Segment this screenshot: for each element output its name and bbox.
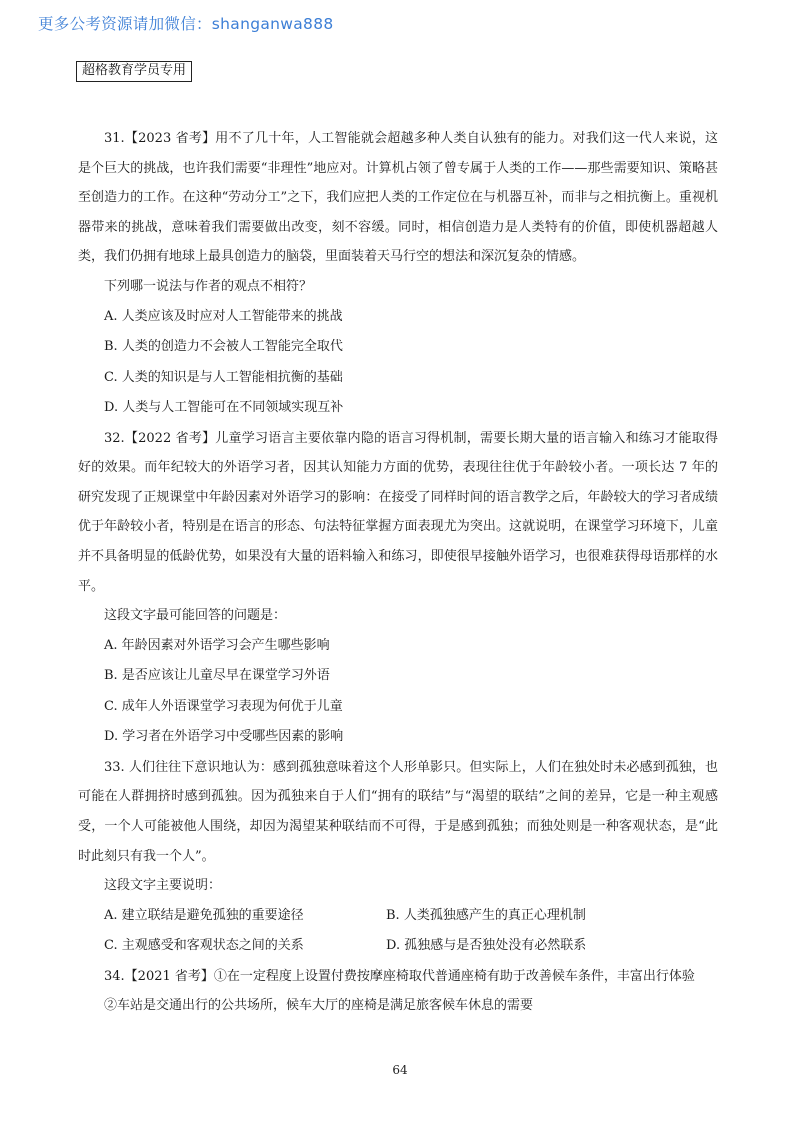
page-content bbox=[78, 124, 718, 1021]
q31-question: 下列哪一说法与作者的观点不相符？ bbox=[104, 278, 313, 294]
q33-question: 这段文字主要说明： bbox=[104, 878, 222, 894]
q32-option-c: C. 成年人外语课堂学习表现为何优于儿童 bbox=[104, 698, 343, 714]
q32-option-d: D. 学习者在外语学习中受哪些因素的影响 bbox=[104, 729, 344, 745]
q33-option-a: A. 建立联结是避免孤独的重要途径 bbox=[104, 907, 304, 923]
q32-stem: 32.【2022 省考】儿童学习语言主要依靠内隐的语言习得机制，需要长期大量的语言输入和练习才能取得好的效果。而年纪较大的外语学习者，因其认知能力方面的优势，表现往往优于年龄较小者。一项长达 7 年的研究发现了正规课堂中年龄因素对外语学习的影响：在接受了同样时间的语言教学之后，年龄较大的学习者成绩优于年龄较小者，特别是在语言的形态、句法特征掌握方面表现尤为突出。这就说明，在课堂学习环境下，儿童并不具备明显的低龄优势，如果没有大量的语料输入和练习，即使很早接触外语学习，也很难获得母语那样的水平。 bbox=[78, 430, 718, 594]
page-number: 64 bbox=[392, 1063, 408, 1077]
q31-stem: 31.【2023 省考】用不了几十年，人工智能就会超越多种人类自认独有的能力。对我们这一代人来说，这是个巨大的挑战，也许我们需要“非理性”地应对。计算机占领了曾专属于人类的工作——那些需要知识、策略甚至创造力的工作。在这种“劳动分工”之下，我们应把人类的工作定位在与机器互补，而非与之相抗衡上。重视机器带来的挑战，意味着我们需要做出改变，刻不容缓。同时，相信创造力是人类特有的价值，即使机器超越人类，我们仍拥有地球上最具创造力的脑袋，里面装着天马行空的想法和深沉复杂的情感。 bbox=[78, 131, 718, 265]
watermark-text: 更多公考资源请加微信：shanganwa888 bbox=[38, 15, 334, 33]
q33-options-row-2 bbox=[78, 931, 718, 962]
q33-option-d: D. 孤独感与是否独处没有必然联系 bbox=[386, 938, 587, 954]
q32-question: 这段文字最可能回答的问题是： bbox=[104, 608, 287, 624]
q31-option-b: B. 人类的创造力不会被人工智能完全取代 bbox=[104, 339, 343, 355]
q32-option-a: A. 年龄因素对外语学习会产生哪些影响 bbox=[104, 637, 330, 653]
q33-option-c: C. 主观感受和客观状态之间的关系 bbox=[104, 938, 304, 954]
q31-option-c: C. 人类的知识是与人工智能相抗衡的基础 bbox=[104, 369, 343, 385]
q32-option-b: B. 是否应该让儿童尽早在课堂学习外语 bbox=[104, 668, 330, 684]
q33-option-b: B. 人类孤独感产生的真正心理机制 bbox=[386, 907, 586, 923]
q34-stem: 34.【2021 省考】①在一定程度上设置付费按摩座椅取代普通座椅有助于改善候车条件，丰富出行体验 bbox=[104, 968, 695, 984]
student-use-stamp: 超格教育学员专用 bbox=[76, 61, 192, 82]
q31-option-a: A. 人类应该及时应对人工智能带来的挑战 bbox=[104, 308, 343, 324]
q33-options-row-1 bbox=[78, 901, 718, 932]
q31-option-d: D. 人类与人工智能可在不同领域实现互补 bbox=[104, 400, 344, 416]
q34-line-2: ②车站是交通出行的公共场所，候车大厅的座椅是满足旅客候车休息的需要 bbox=[104, 998, 534, 1014]
q33-stem: 33. 人们往往下意识地认为：感到孤独意味着这个人形单影只。但实际上，人们在独处时未必感到孤独，也可能在人群拥挤时感到孤独。因为孤独来自于人们“拥有的联结”与“渴望的联结”之间的差异，它是一种主观感受，一个人可能被他人围绕，却因为渴望某种联结而不可得，于是感到孤独；而独处则是一种客观状态，是“此时此刻只有我一个人”。 bbox=[78, 759, 718, 864]
